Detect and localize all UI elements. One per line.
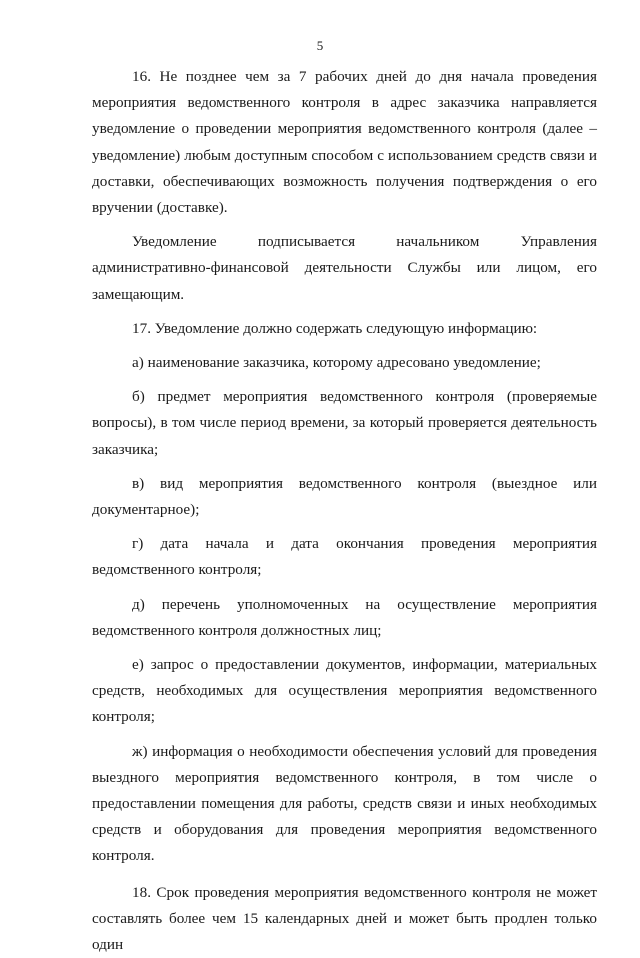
paragraph-17: 17. Уведомление должно содержать следующую информацию: (132, 319, 538, 337)
page-number: 5 (316, 38, 324, 53)
paragraph-16: 16. Не позднее чем за 7 рабочих дней до дня начала проведения мероприятия ведомственного контроля в адрес заказчика направляется уведомление о проведении мероприятия ведомственного контроля (далее – уведомление) любым доступным способом с использованием средств связи и доставки, обеспечивающих возможность получения подтверждения о его вручении (доставке). (92, 68, 597, 217)
list-item-v: в) вид мероприятия ведомственного контроля (выездное или документарное); (92, 474, 597, 519)
list-item-e: е) запрос о предоставлении документов, информации, материальных средств, необходимых для осуществления мероприятия ведомственного контроля; (92, 656, 597, 726)
list-item-a: а) наименование заказчика, которому адресовано уведомление; (132, 354, 541, 372)
list-item-d: д) перечень уполномоченных на осуществление мероприятия ведомственного контроля должностных лиц; (92, 595, 597, 639)
paragraph-notification-signature: Уведомление подписывается начальником Управления административно-финансовой деятельности Службы или лицом, его замещающим. (92, 233, 597, 303)
list-item-g: г) дата начала и дата окончания проведения мероприятия ведомственного контроля; (92, 535, 597, 579)
paragraph-18: 18. Срок проведения мероприятия ведомственного контроля не может составлять более чем 15 календарных дней и может быть продлен только один (92, 883, 597, 954)
list-item-b: б) предмет мероприятия ведомственного контроля (проверяемые вопросы), в том числе период времени, за который проверяется деятельность заказчика; (92, 388, 597, 458)
document-body (92, 64, 597, 958)
list-item-zh: ж) информация о необходимости обеспечения условий для проведения выездного мероприятия ведомственного контроля, в том числе о предоставлении помещения для работы, средств связи и иных необходимых средств и оборудования для проведения мероприятия ведомственного контроля. (92, 742, 597, 865)
